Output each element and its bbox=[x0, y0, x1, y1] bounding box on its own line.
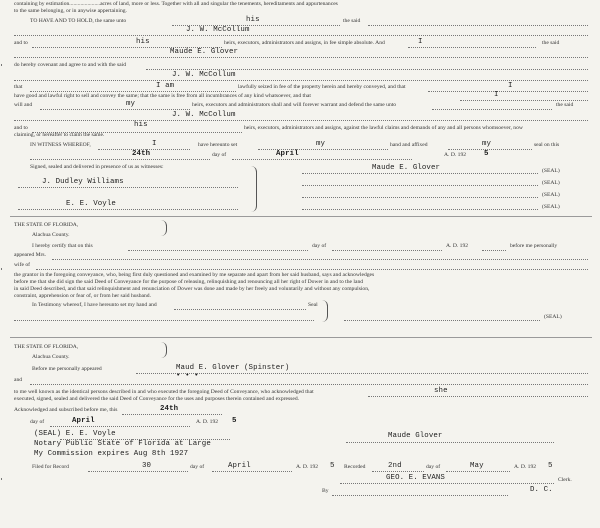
warrant-text: heirs, executors and administrators shall and will forever warrant and defend the same unto bbox=[192, 102, 397, 108]
and-to-text-2: and to bbox=[14, 125, 28, 131]
notary-line-2: Notary Public State of Florida at Large bbox=[34, 440, 211, 448]
typed-i-1: I bbox=[418, 38, 423, 46]
rec-day: 2nd bbox=[388, 462, 402, 470]
typed-i-2: I bbox=[508, 82, 513, 90]
ack-year: 5 bbox=[232, 417, 237, 425]
grantee-name-2: J. W. McCollum bbox=[172, 71, 236, 79]
typed-i-witness: I bbox=[152, 140, 157, 148]
dower-seal: (SEAL) bbox=[544, 314, 562, 320]
deputy-clerk: D. C. bbox=[530, 486, 553, 494]
dower-certify: I hereby certify that on this bbox=[32, 243, 93, 249]
that-text: that bbox=[14, 84, 23, 90]
ack-appeared-name: Maud E. Glover (Spinster) bbox=[176, 364, 290, 372]
by-text: By bbox=[322, 488, 329, 494]
dower-state: THE STATE OF FLORIDA, bbox=[14, 222, 79, 228]
the-said-text-3: the said bbox=[556, 102, 574, 108]
dower-seal-brace bbox=[322, 300, 328, 322]
dower-brace bbox=[160, 220, 167, 236]
fee-simple-text: heirs, executors, administrators and assigns, in fee simple absolute. And bbox=[224, 40, 385, 46]
grantor-name-1: Maude E. Glover bbox=[170, 48, 239, 56]
witness-brace bbox=[248, 166, 257, 212]
dower-wife-of: wife of bbox=[14, 262, 30, 268]
recorded-text: Recorded bbox=[344, 464, 366, 470]
dower-day-of: day of bbox=[312, 243, 327, 249]
have-set-text: have hereunto set bbox=[198, 142, 238, 148]
filed-day-of: day of bbox=[190, 464, 205, 470]
claiming-text: claiming, or hereafter to claim the same. bbox=[14, 132, 105, 138]
witness-2-signature: E. E. Voyle bbox=[66, 200, 116, 208]
dower-body-4: constraint, apprehension or fear of, or from her said husband. bbox=[14, 293, 152, 299]
covenant-text: do hereby covenant and agree to and with the said bbox=[14, 62, 126, 68]
margin-notch bbox=[1, 64, 5, 66]
lawful-claims-text: heirs, executors, administrators and assigns, against the lawful claims and demands of any and all persons whomsoever, now bbox=[244, 125, 523, 131]
rec-day-of: day of bbox=[426, 464, 441, 470]
ack-signer: Maude Glover bbox=[388, 432, 443, 440]
grantee-name-3: J. W. McCollum bbox=[172, 111, 236, 119]
dower-county: Alachua County. bbox=[32, 232, 70, 238]
seized-text: lawfully seized in fee of the property herein and hereby conveyed, and that bbox=[238, 84, 406, 90]
dower-body-2: before me that she did sign the said Deed of Conveyance for the purpose of releasing, relinquishing and renouncing all her right of Dower in and to the land bbox=[14, 279, 364, 285]
clerk-title: Clerk. bbox=[558, 477, 572, 483]
ack-subscribed: Acknowledged and subscribed before me, this bbox=[14, 407, 118, 413]
signed-sealed-text: Signed, sealed and delivered in presence of us as witnesses: bbox=[30, 164, 164, 170]
rec-ad: A. D. 192 bbox=[514, 464, 537, 470]
witness-ad-text: A. D. 192 bbox=[444, 152, 467, 158]
typed-i-am: I am bbox=[156, 82, 175, 90]
clerk-name: GEO. E. EVANS bbox=[386, 474, 445, 482]
ack-she: she bbox=[434, 387, 448, 395]
ack-month: April bbox=[72, 417, 95, 425]
ack-known-2: executed, signed, sealed and delivered the said Deed of Conveyance for the uses and purposes therein contained and expressed. bbox=[14, 396, 300, 402]
and-to-text: and to bbox=[14, 40, 28, 46]
dower-body-1: the grantor in the foregoing conveyance, who, being first duly questioned and examined by me separate and apart from her said husband, says and acknowledges bbox=[14, 272, 375, 278]
day-of-text: day of bbox=[212, 152, 227, 158]
the-said-text: the said bbox=[343, 18, 361, 24]
typed-his-1: his bbox=[246, 16, 260, 24]
ack-ditto-marks: • • • bbox=[176, 372, 199, 380]
grantee-name-1: J. W. McCollum bbox=[186, 26, 250, 34]
ack-and: and bbox=[14, 377, 23, 383]
ack-day-of: day of bbox=[30, 419, 45, 425]
witness-day: 24th bbox=[132, 150, 151, 158]
ack-county: Alachua County. bbox=[32, 354, 70, 360]
dower-before-me: before me personally bbox=[510, 243, 558, 249]
witness-month: April bbox=[276, 150, 299, 158]
dower-ad: A. D. 192 bbox=[446, 243, 469, 249]
grantor-signature: Maude E. Glover bbox=[372, 164, 441, 172]
filed-month: April bbox=[228, 462, 251, 470]
appertaining-line: to the same belonging, or in anywise appertaining. bbox=[14, 8, 127, 14]
seal-on-this-text: seal on this bbox=[534, 142, 560, 148]
have-to-hold-text: TO HAVE AND TO HOLD, the same unto bbox=[30, 18, 127, 24]
typed-my-1: my bbox=[126, 100, 136, 108]
dower-seal-word: Seal bbox=[308, 302, 318, 308]
witness-1-signature: J. Dudley Williams bbox=[42, 178, 124, 186]
ack-ad: A. D. 192 bbox=[196, 419, 219, 425]
hand-affixed-text: hand and affixed bbox=[390, 142, 428, 148]
margin-notch bbox=[1, 268, 5, 270]
typed-my-witness-2: my bbox=[482, 140, 492, 148]
rec-month: May bbox=[470, 462, 484, 470]
seal-2: (SEAL) bbox=[542, 180, 560, 186]
ack-known-1: to me well known as the identical persons described in and who executed the foregoing Deed of Conveyance, who acknowledged that bbox=[14, 389, 314, 395]
section-divider-2 bbox=[10, 337, 592, 338]
notary-line-1: (SEAL) E. E. Voyle bbox=[34, 430, 116, 438]
seal-3: (SEAL) bbox=[542, 192, 560, 198]
will-and-text: will and bbox=[14, 102, 33, 108]
ack-brace bbox=[160, 342, 167, 358]
typed-my-witness: my bbox=[316, 140, 326, 148]
filed-day: 30 bbox=[142, 462, 152, 470]
filed-year: 5 bbox=[330, 462, 335, 470]
filed-for-text: Filed for Record bbox=[32, 464, 69, 470]
acreage-line: containing by estimation......................acres of land, more or less. Together with all and singular the tenements, hereditaments and appurtenances bbox=[14, 1, 338, 7]
ack-before-me: Before me personally appeared bbox=[32, 366, 102, 372]
rec-year: 5 bbox=[548, 462, 553, 470]
dower-body-3: in said Deed described, and that said relinquishment and renunciation of Dower was done and made by her freely and voluntarily and without any compulsion, bbox=[14, 286, 370, 292]
section-divider-1 bbox=[10, 216, 592, 217]
dower-appeared: appeared Mrs. bbox=[14, 252, 46, 258]
typed-his-3: his bbox=[134, 121, 148, 129]
good-right-text: have good and lawful right to sell and convey the same; that the same is free from all incumbrances of any kind whatsoever, and that bbox=[14, 93, 311, 99]
the-said-text-2: the said bbox=[542, 40, 560, 46]
seal-1: (SEAL) bbox=[542, 168, 560, 174]
typed-his-2: his bbox=[136, 38, 150, 46]
in-witness-text: IN WITNESS WHEREOF, bbox=[30, 142, 91, 148]
ack-day: 24th bbox=[160, 405, 179, 413]
dower-testimony: In Testimony whereof, I have hereunto set my hand and bbox=[32, 302, 157, 308]
witness-year: 5 bbox=[484, 150, 489, 158]
seal-4: (SEAL) bbox=[542, 204, 560, 210]
typed-i-3: I bbox=[494, 91, 499, 99]
ack-state: THE STATE OF FLORIDA, bbox=[14, 344, 79, 350]
filed-ad: A. D. 192 bbox=[296, 464, 319, 470]
margin-notch bbox=[1, 478, 5, 480]
notary-line-3: My Commission expires Aug 8th 1927 bbox=[34, 450, 189, 458]
